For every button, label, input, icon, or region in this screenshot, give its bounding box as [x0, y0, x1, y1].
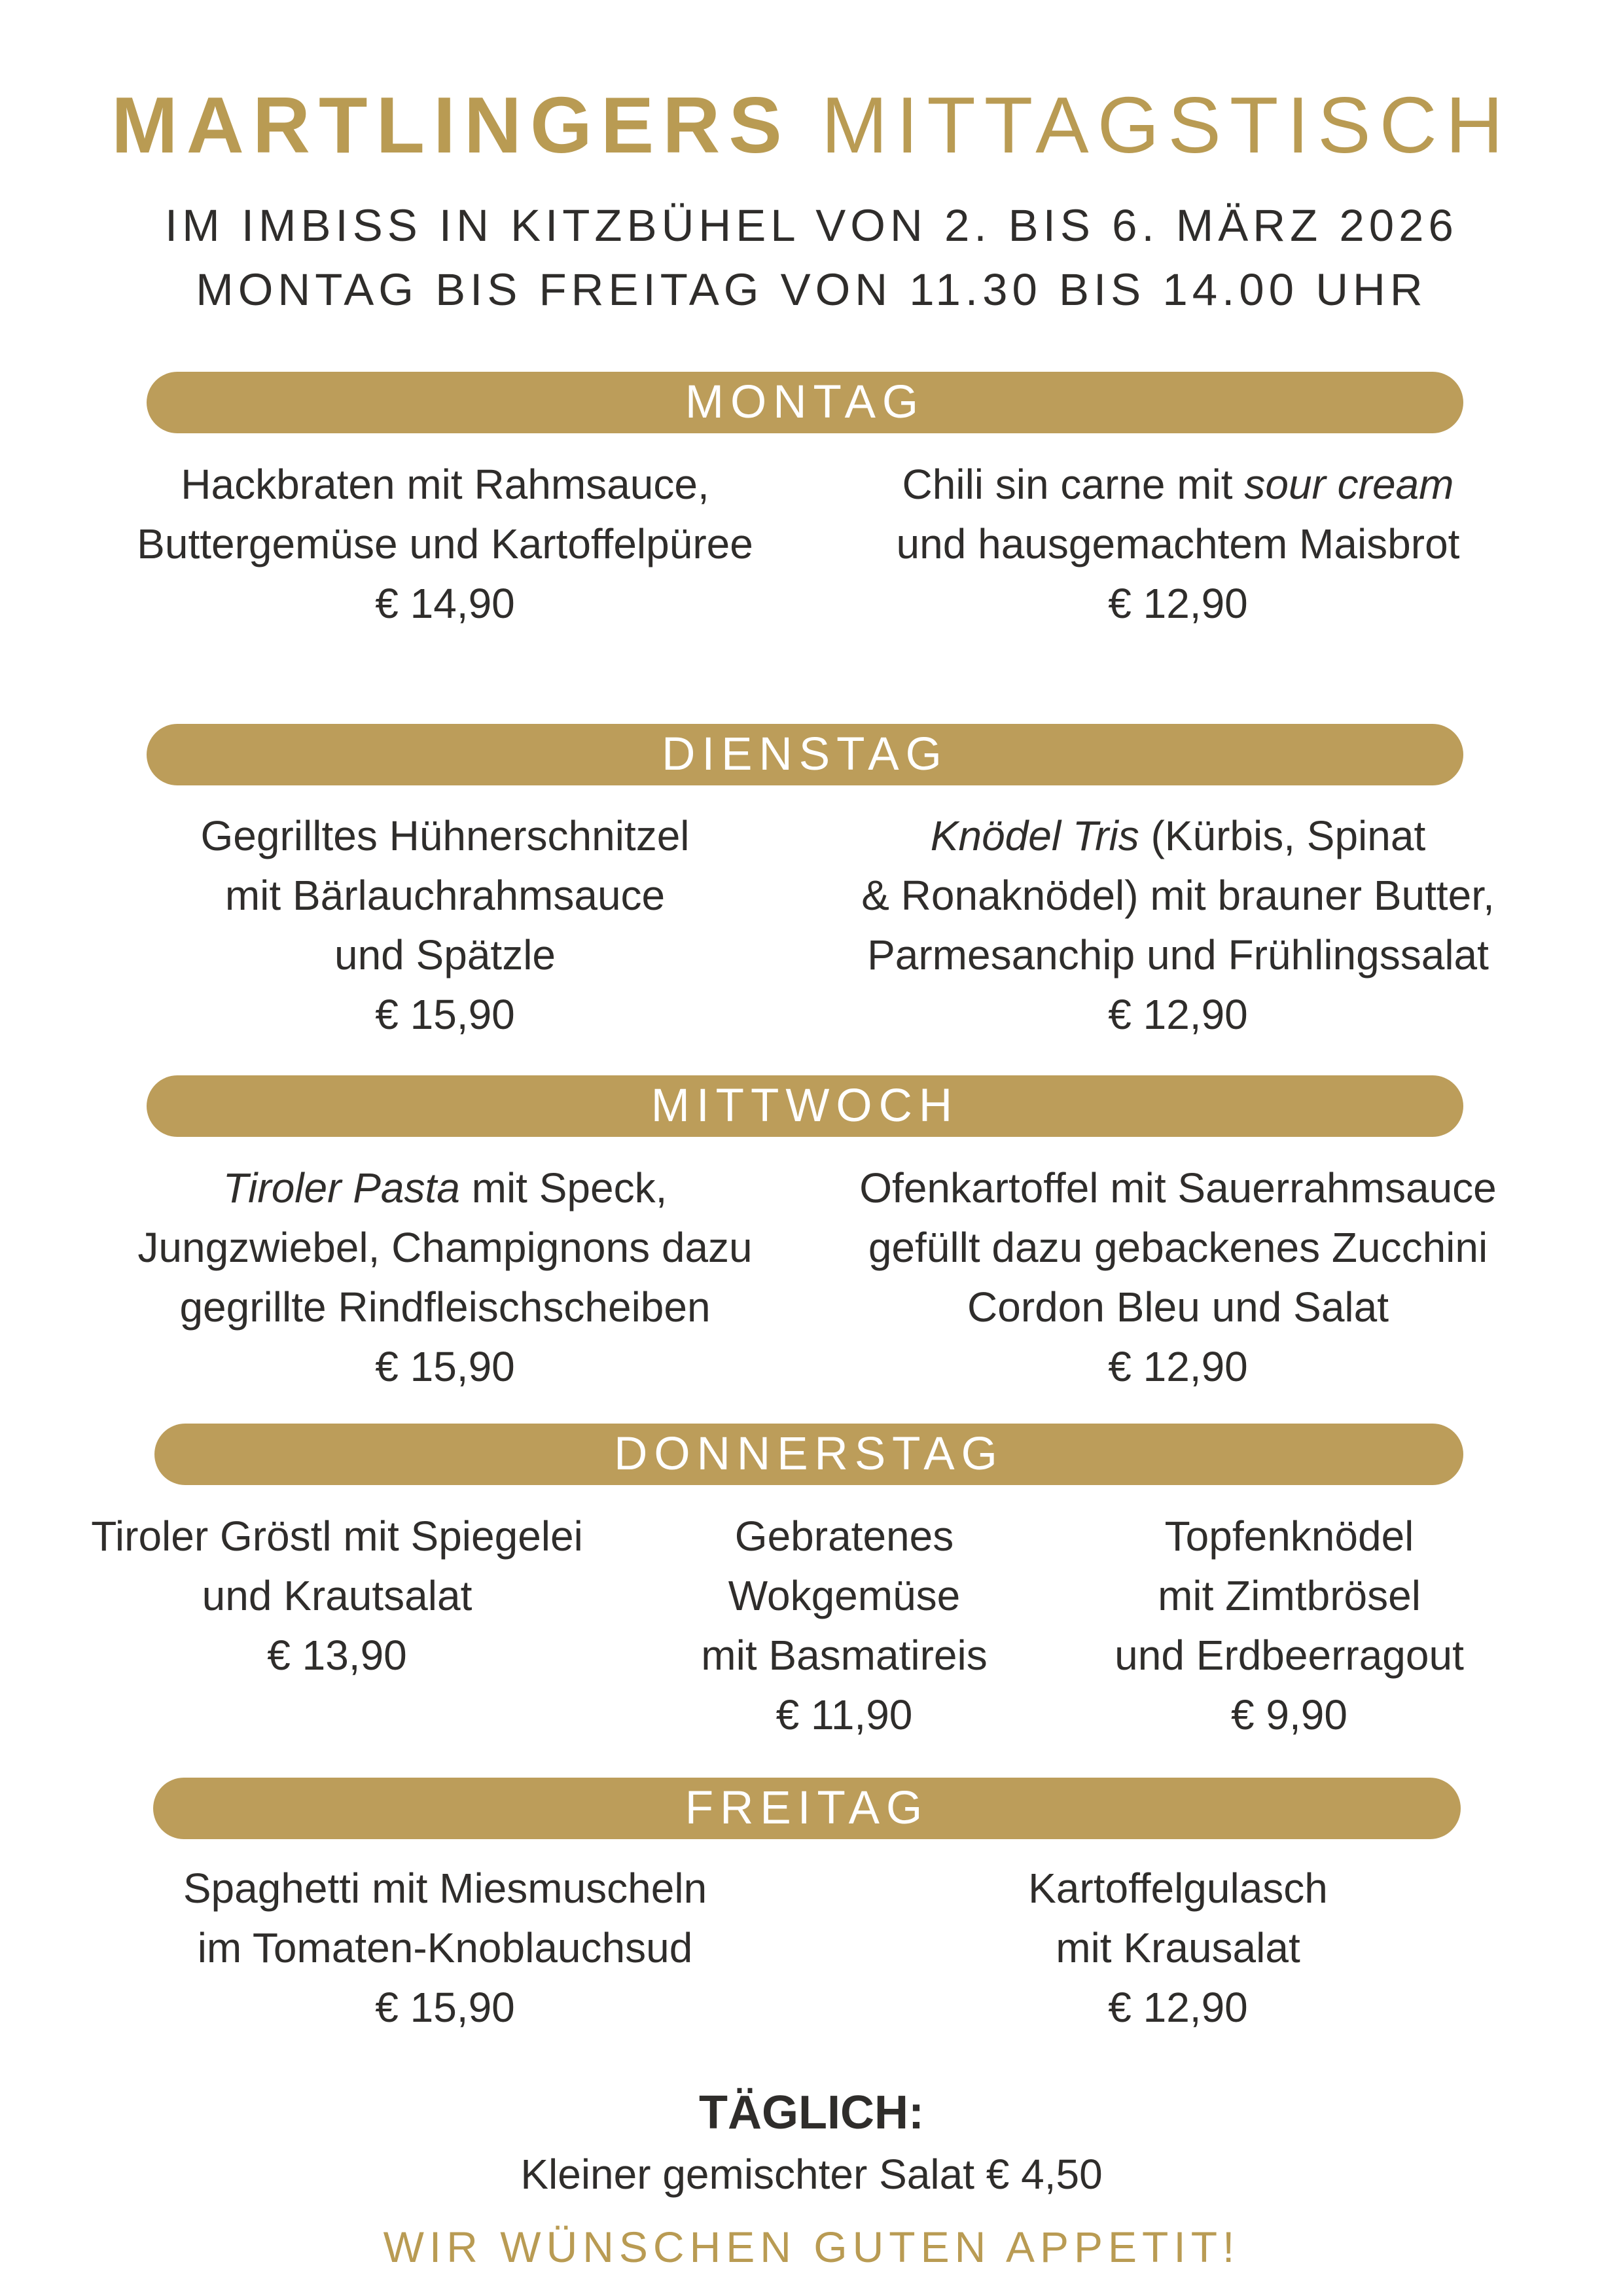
dish-line: und Spätzle: [334, 931, 556, 978]
dish-line: [831, 806, 1525, 866]
dish-dienstag-2: [831, 806, 1525, 1045]
dish-price: € 15,90: [375, 1343, 515, 1390]
dish-line: gegrillte Rindfleischscheiben: [179, 1283, 711, 1331]
dish-line: Cordon Bleu und Salat: [967, 1283, 1389, 1331]
day-band-freitag: FREITAG: [153, 1778, 1461, 1839]
dish-line: mit Zimtbrösel: [1158, 1572, 1421, 1619]
dish-line: [851, 455, 1505, 514]
dish-price: € 13,90: [267, 1632, 407, 1679]
dish-price: € 14,90: [375, 580, 515, 627]
dish-line: Tiroler Gröstl mit Spiegelei: [91, 1513, 583, 1560]
dish-price: € 11,90: [776, 1691, 913, 1738]
dish-text: mit Speck,: [459, 1164, 668, 1211]
dish-text: Chili sin carne mit: [902, 461, 1245, 508]
location-date-line: IM IMBISS IN KITZBÜHEL VON 2. BIS 6. MÄRZ 2026: [165, 200, 1458, 251]
dish-freitag-2: [851, 1859, 1505, 2037]
dish-freitag-1: [118, 1859, 772, 2037]
dish-donnerstag-3: [1067, 1507, 1512, 1745]
dish-line: gefüllt dazu gebackenes Zucchini: [868, 1224, 1488, 1271]
daily-offer: Kleiner gemischter Salat € 4,50: [520, 2151, 1103, 2198]
dish-line: und hausgemachtem Maisbrot: [896, 520, 1460, 567]
dish-line: Gebratenes: [734, 1513, 954, 1560]
dish-line: [105, 1158, 785, 1218]
dish-mittwoch-2: [831, 1158, 1525, 1397]
daily-heading: TÄGLICH:: [699, 2087, 924, 2139]
dish-price: € 15,90: [375, 1984, 515, 2031]
dish-text-italic: sour cream: [1244, 461, 1454, 508]
dish-line: im Tomaten-Knoblauchsud: [197, 1924, 693, 1971]
title-light: MITTAGSTISCH: [821, 81, 1512, 170]
dish-price: € 15,90: [375, 991, 515, 1038]
title-bold: MARTLINGERS: [111, 81, 791, 170]
dish-price: € 9,90: [1231, 1691, 1347, 1738]
dish-line: mit Krausalat: [1056, 1924, 1300, 1971]
dish-montag-1: [118, 455, 772, 634]
closing-line: WIR WÜNSCHEN GUTEN APPETIT!: [383, 2223, 1240, 2271]
dish-line: Wokgemüse: [728, 1572, 961, 1619]
dish-line: Gegrilltes Hühnerschnitzel: [200, 812, 690, 859]
dish-dienstag-1: [118, 806, 772, 1045]
dish-price: € 12,90: [1108, 1984, 1248, 2031]
dish-price: € 12,90: [1108, 1343, 1248, 1390]
dish-line: Jungzwiebel, Champignons dazu: [137, 1224, 753, 1271]
dish-line: Kartoffelgulasch: [1028, 1865, 1328, 1912]
dish-line: mit Basmatireis: [701, 1632, 988, 1679]
dish-line: & Ronaknödel) mit brauner Butter,: [861, 872, 1495, 919]
dish-price: € 12,90: [1108, 991, 1248, 1038]
menu-title: [0, 81, 1623, 170]
dish-line: Spaghetti mit Miesmuscheln: [183, 1865, 707, 1912]
dish-donnerstag-2: [654, 1507, 1034, 1745]
dish-line: und Krautsalat: [202, 1572, 473, 1619]
dish-price: € 12,90: [1108, 580, 1248, 627]
dish-line: mit Bärlauchrahmsauce: [224, 872, 666, 919]
dish-line: und Erdbeerragout: [1115, 1632, 1464, 1679]
dish-line: Ofenkartoffel mit Sauerrahmsauce: [859, 1164, 1497, 1211]
dish-line: Parmesanchip und Frühlingssalat: [867, 931, 1489, 978]
dish-donnerstag-1: [59, 1507, 615, 1685]
dish-line: Topfenknödel: [1164, 1513, 1414, 1560]
day-band-dienstag: DIENSTAG: [147, 724, 1463, 785]
day-band-montag: MONTAG: [147, 372, 1463, 433]
day-band-mittwoch: MITTWOCH: [147, 1075, 1463, 1137]
dish-line: Hackbraten mit Rahmsauce,: [181, 461, 709, 508]
dish-text-italic: Knödel Tris: [930, 812, 1139, 859]
dish-text-italic: Tiroler Pasta: [223, 1164, 460, 1211]
dish-mittwoch-1: [105, 1158, 785, 1397]
day-band-donnerstag: DONNERSTAG: [154, 1424, 1463, 1485]
dish-text: (Kürbis, Spinat: [1139, 812, 1426, 859]
dish-line: Buttergemüse und Kartoffelpüree: [137, 520, 753, 567]
opening-hours-line: MONTAG BIS FREITAG VON 11.30 BIS 14.00 UHR: [196, 264, 1427, 315]
dish-montag-2: [851, 455, 1505, 634]
